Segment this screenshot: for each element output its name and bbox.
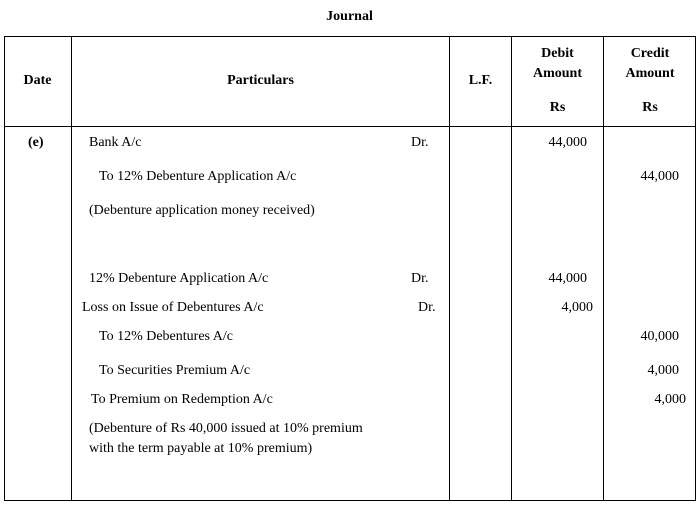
header-debit-unit: Rs <box>549 100 566 115</box>
date-column-divider <box>71 36 72 501</box>
credit-amount: 4,000 <box>647 363 679 378</box>
header-credit-line1: Credit <box>630 46 670 61</box>
debit-amount: 4,000 <box>561 300 593 315</box>
particular-to-debentures: To 12% Debentures A/c <box>99 329 233 344</box>
particular-bank: Bank A/c <box>89 135 142 150</box>
header-debit-line2: Amount <box>532 66 582 81</box>
narration: (Debenture of Rs 40,000 issued at 10% premium <box>89 421 363 436</box>
particular-application: 12% Debenture Application A/c <box>89 271 269 286</box>
debit-amount: 44,000 <box>548 135 587 150</box>
header-lf: L.F. <box>468 73 493 88</box>
header-date: Date <box>23 73 52 88</box>
particular-to-application: To 12% Debenture Application A/c <box>99 169 297 184</box>
narration: (Debenture application money received) <box>89 203 315 218</box>
dr-marker: Dr. <box>411 135 429 150</box>
particular-to-premium-on-redemption: To Premium on Redemption A/c <box>91 392 273 407</box>
credit-amount: 40,000 <box>640 329 679 344</box>
credit-amount: 44,000 <box>640 169 679 184</box>
dr-marker: Dr. <box>418 300 436 315</box>
header-credit-unit: Rs <box>642 100 658 115</box>
debit-amount: 44,000 <box>548 271 587 286</box>
particular-loss-on-issue: Loss on Issue of Debentures A/c <box>82 300 264 315</box>
dr-marker: Dr. <box>411 271 429 286</box>
header-credit-line2: Amount <box>625 66 675 81</box>
particular-to-securities-premium: To Securities Premium A/c <box>99 363 251 378</box>
header-particulars: Particulars <box>227 73 294 88</box>
entry-date: (e) <box>28 135 44 150</box>
header-debit-line1: Debit <box>541 46 574 61</box>
particulars-column-divider <box>449 36 450 501</box>
header-divider <box>4 126 696 127</box>
credit-amount: 4,000 <box>654 392 686 407</box>
narration: with the term payable at 10% premium) <box>89 441 313 456</box>
journal-title: Journal <box>326 9 373 24</box>
